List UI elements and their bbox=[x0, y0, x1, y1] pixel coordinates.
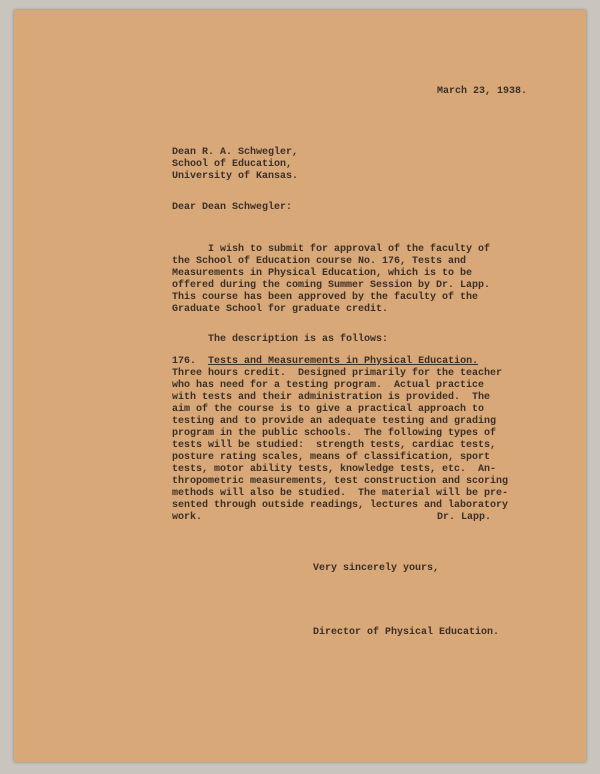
letter-date: March 23, 1938. bbox=[437, 86, 528, 97]
course-heading bbox=[172, 356, 478, 368]
paragraph-line: offered during the coming Summer Session by Dr. Lapp. bbox=[172, 280, 491, 291]
salutation: Dear Dean Schwegler: bbox=[172, 202, 293, 213]
course-title: Tests and Measurements in Physical Education. bbox=[208, 356, 479, 367]
course-line: aim of the course is to give a practical approach to bbox=[172, 404, 485, 415]
address-line: Dean R. A. Schwegler, bbox=[172, 147, 299, 158]
course-line: program in the public schools. The following types of bbox=[172, 428, 497, 439]
address-line: University of Kansas. bbox=[172, 171, 299, 182]
address-line: School of Education, bbox=[172, 159, 293, 170]
paragraph-line: This course has been approved by the faculty of the bbox=[172, 292, 479, 303]
closing: Very sincerely yours, bbox=[313, 563, 440, 574]
course-line: posture rating scales, means of classification, sport bbox=[172, 452, 491, 463]
course-instructor: Dr. Lapp. bbox=[436, 512, 491, 523]
course-number: 176. bbox=[172, 356, 197, 367]
course-line: work. bbox=[172, 512, 203, 523]
course-line: testing and to provide an adequate testing and grading bbox=[172, 416, 497, 427]
course-line: thropometric measurements, test construction and scoring bbox=[172, 476, 509, 487]
course-line: sented through outside readings, lectures and laboratory bbox=[172, 500, 509, 511]
paragraph-line: Graduate School for graduate credit. bbox=[172, 304, 389, 315]
signature-title: Director of Physical Education. bbox=[313, 627, 500, 638]
paragraph-line: the School of Education course No. 176, Tests and bbox=[172, 256, 467, 267]
paragraph-line: I wish to submit for approval of the faculty of bbox=[208, 244, 491, 255]
paragraph-line: Measurements in Physical Education, which is to be bbox=[172, 268, 473, 279]
course-line: methods will also be studied. The material will be pre- bbox=[172, 488, 509, 499]
course-line: who has need for a testing program. Actual practice bbox=[172, 380, 485, 391]
description-intro: The description is as follows: bbox=[208, 334, 389, 345]
course-line: tests, motor ability tests, knowledge tests, etc. An- bbox=[172, 464, 497, 475]
course-line: with tests and their administration is provided. The bbox=[172, 392, 491, 403]
course-line: tests will be studied: strength tests, cardiac tests, bbox=[172, 440, 497, 451]
course-line: Three hours credit. Designed primarily for the teacher bbox=[172, 368, 503, 379]
